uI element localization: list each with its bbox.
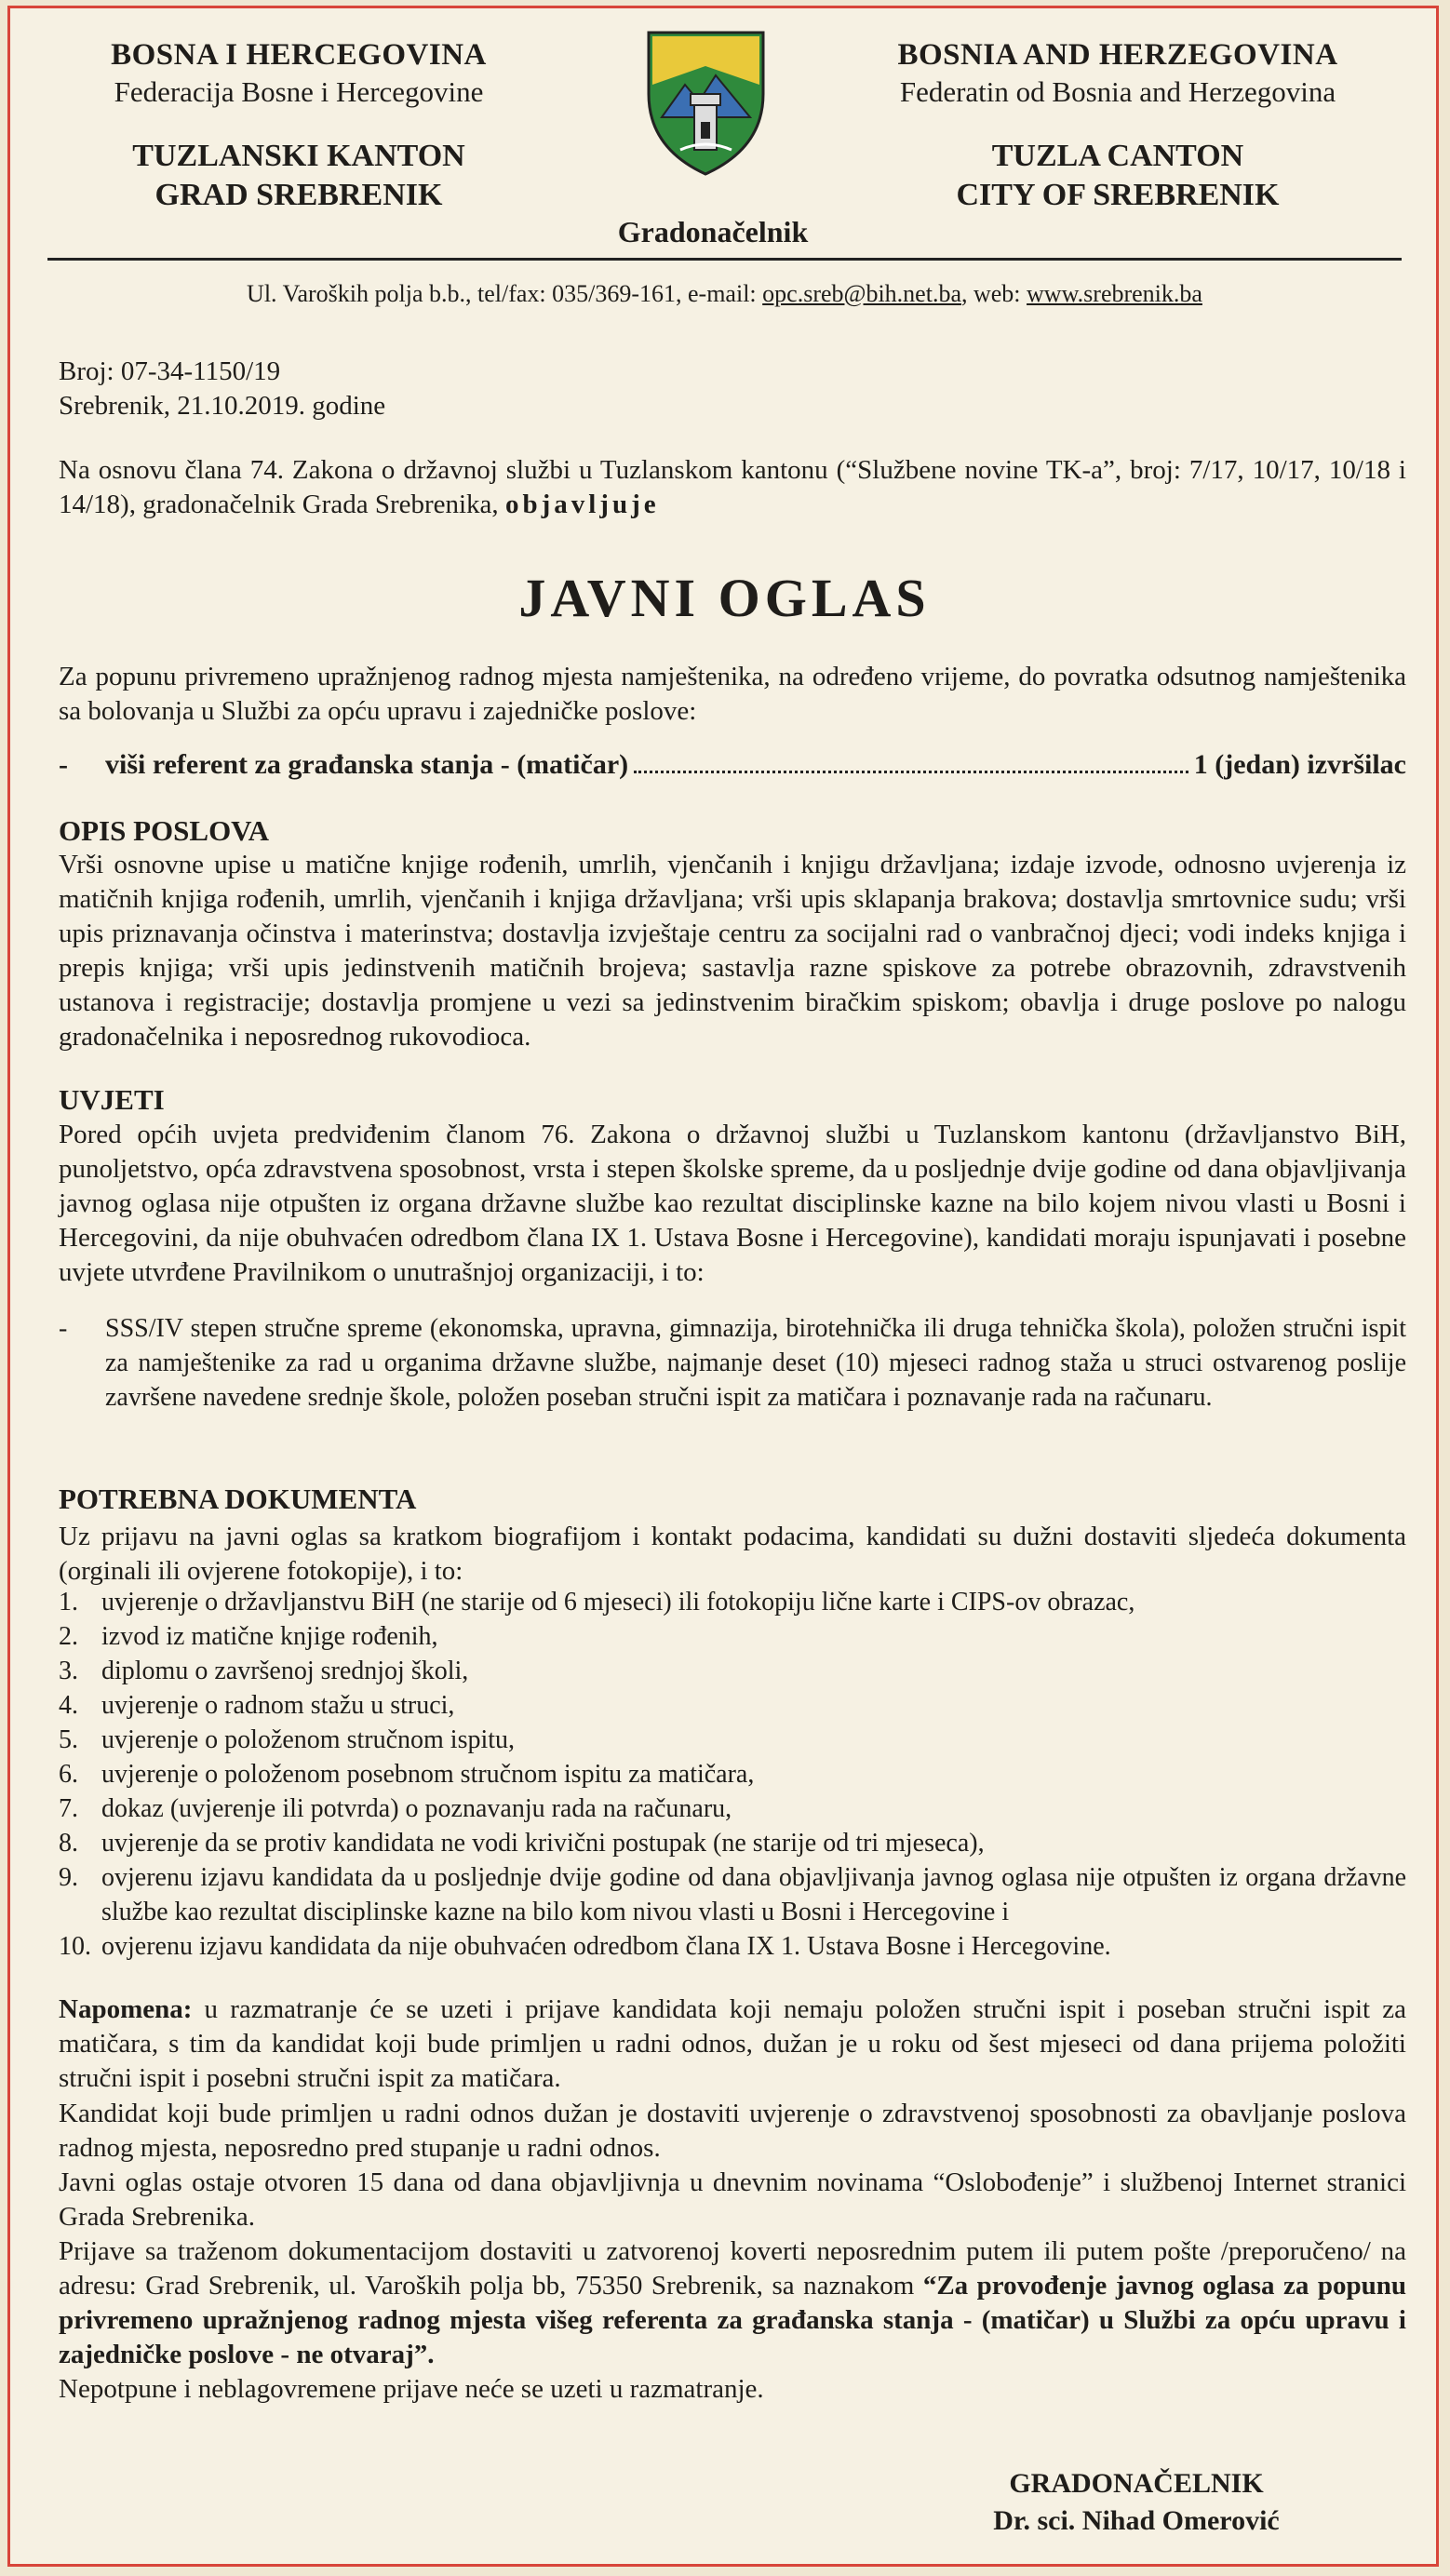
special-requirement	[59, 1311, 1406, 1415]
coat-of-arms-icon	[643, 29, 769, 178]
item-number: 1.	[59, 1588, 78, 1617]
list-item	[59, 1929, 1406, 1964]
item-number: 3.	[59, 1657, 78, 1685]
item-number: 9.	[59, 1863, 78, 1892]
documents-intro: Uz prijavu na javni oglas sa kratkom biografijom i kontakt podacima, kandidati su dužni dostaviti sljedeća dokumenta (orginali ili ovjerene fotokopije), i to:	[59, 1522, 1406, 1586]
list-item	[59, 1688, 1406, 1723]
list-item	[59, 1723, 1406, 1757]
item-number: 4.	[59, 1691, 78, 1720]
list-item	[59, 1757, 1406, 1791]
item-text: uvjerenje o položenom stručnom ispitu,	[101, 1725, 516, 1754]
item-text: uvjerenje o državljanstvu BiH (ne starije od 6 mjeseci) ili fotokopiju lične karte i CIPS-ov obrazac,	[101, 1588, 1135, 1617]
header-left	[99, 36, 499, 215]
item-text: uvjerenje da se protiv kandidata ne vodi krivični postupak (ne starije od tri mjeseca),	[101, 1829, 985, 1858]
web-label: , web:	[960, 280, 1027, 307]
health-paragraph: Kandidat koji bude primljen u radni odnos dužan je dostaviti uvjerenje o zdravstvenoj sposobnosti za obavljanje poslova radnog mjesta, neposredno pred stupanje u radni odnos.	[59, 2099, 1406, 2163]
list-item	[59, 1654, 1406, 1688]
contact-address: Ul. Varoških polja b.b., tel/fax: 035/369-161, e-mail:	[247, 280, 763, 307]
list-item	[59, 1791, 1406, 1826]
legal-verb: objavljuje	[504, 490, 660, 519]
conditions-text: Pored općih uvjeta predviđenim članom 76. Zakona o državnoj službi u Tuzlanskom kantonu (državljanstvo BiH, punoljetstvo, opća zdravstvena sposobnost, vrsta i stepen školske spreme, da u posljednje dvije godine od dana objavljivanja javnog oglasa nije otpušten iz organa državne službe kao rezultat disciplinske kazne na bilo kojem nivou vlasti u Bosni i Hercegovini, da nije obuhvaćen odredbom člana IX 1. Ustava Bosne i Hercegovine), kandidati moraju ispunjavati i posebne uvjete utvrđene Pravilnikom o unutrašnjoj organizaciji, i to:	[59, 1120, 1406, 1287]
item-text: uvjerenje o radnom stažu u struci,	[101, 1691, 455, 1720]
header-country-bs: BOSNA I HERCEGOVINA	[111, 38, 487, 72]
item-text: uvjerenje o položenom posebnom stručnom ispitu za matičara,	[101, 1760, 755, 1789]
reference-block	[59, 355, 1406, 423]
header-city-bs: GRAD SREBRENIK	[154, 178, 443, 212]
header-right	[853, 36, 1383, 215]
list-item	[59, 1826, 1406, 1860]
header-divider	[47, 258, 1402, 261]
item-number: 2.	[59, 1622, 78, 1651]
section-heading-conditions: UVJETI	[59, 1083, 165, 1116]
duties-text: Vrši osnovne upise u matične knjige rođenih, umrlih, vjenčanih i knjigu državljana; izdaje izvode, odnosno uvjerenja iz matičnih knjiga rođenih, umrlih, vjenčanih i knjiga državljana; vrši upis sklapanja brakova; dostavlja smrtovnice sudu; vrši upis priznavanja očinstva i materinstva; dostavlja izvještaje centru za socijalni rad o vanbračnoj djeci; vodi indeks knjiga i prepis knjiga; vrši upis jedinstvenih matičnih brojeva; sastavlja razne spiskove za potrebe obrazovnih, zdravstvenih ustanova i registracije; dostavlja promjene u vezi sa jedinstvenim biračkim spiskom; obavlja i druge poslove po nalogu gradonačelnika i neposrednog rukovodioca.	[59, 850, 1406, 1052]
submission-paragraph	[59, 2234, 1406, 2372]
notice-intro: Za popunu privremeno upražnjenog radnog mjesta namještenika, na određeno vrijeme, do povratka odsutnog namještenika sa bolovanja u Službi za opću upravu i zajedničke poslove:	[59, 662, 1406, 726]
section-heading-documents: POTREBNA DOKUMENTA	[59, 1483, 417, 1515]
item-text: dokaz (uvjerenje ili potvrda) o poznavanju rada na računaru,	[101, 1794, 732, 1823]
header-entity-en: Federatin od Bosnia and Herzegovina	[899, 75, 1336, 108]
submission-label: “Za provođenje javnog oglasa za popunu privremeno upražnjenog radnog mjesta višeg referenta za građanska stanja - (matičar) u Službi za opću upravu i zajedničke poslove - ne otvaraj”.	[59, 2271, 1406, 2369]
item-number: 7.	[59, 1794, 78, 1823]
position-name: viši referent za građanska stanja - (matičar)	[105, 749, 629, 780]
incomplete-notice: Nepotpune i neblagovremene prijave neće se uzeti u razmatranje.	[59, 2374, 764, 2404]
position-count: 1 (jedan) izvršilac	[1193, 749, 1406, 780]
item-number: 5.	[59, 1725, 78, 1754]
item-number: 6.	[59, 1760, 78, 1789]
signature-block	[941, 2465, 1332, 2540]
legal-basis	[59, 453, 1406, 522]
note-label: Napomena:	[59, 1994, 193, 2024]
dot-leader	[634, 750, 1188, 773]
open-period-paragraph: Javni oglas ostaje otvoren 15 dana od dana objavljivnja u dnevnim novinama “Oslobođenje” i službenoj Internet stranici Grada Srebrenika.	[59, 2167, 1406, 2232]
header-canton-en: TUZLA CANTON	[991, 139, 1244, 173]
notice-title: JAVNI OGLAS	[518, 568, 931, 628]
submission-text: Prijave sa traženom dokumentacijom dostaviti u zatvorenoj koverti neposrednim putem ili putem pošte /preporučeno/ na adresu: Grad Srebrenik, ul. Varoških polja bb, 75350 Srebrenik, sa naznakom	[59, 2236, 1406, 2301]
signature-name: Dr. sci. Nihad Omerović	[993, 2505, 1280, 2536]
list-item	[59, 1585, 1406, 1619]
item-number: 8.	[59, 1829, 78, 1858]
item-number: 10.	[59, 1932, 91, 1961]
position-line	[59, 749, 1406, 781]
website-link[interactable]: www.srebrenik.ba	[1027, 280, 1202, 307]
list-item	[59, 1619, 1406, 1654]
item-text: diplomu o završenoj srednjoj školi,	[101, 1657, 469, 1685]
reference-number: Broj: 07-34-1150/19	[59, 356, 281, 386]
requirement-text: SSS/IV stepen stručne spreme (ekonomska, upravna, gimnazija, birotehnička ili druga tehnička škola), položen stručni ispit za namještenike za rad u organima državne službe, najmanje deset (10) mjeseci radnog staža u struci ostvarenog poslije završene navedene srednje škole, položen poseban stručni ispit za matičara i poznavanje rada na računaru.	[105, 1314, 1406, 1412]
legal-basis-text: Na osnovu člana 74. Zakona o državnoj službi u Tuzlanskom kantonu (“Službene novine TK-a”, broj: 7/17, 10/17, 10/18 i 14/18), gradonačelnik Grada Srebrenika,	[59, 455, 1406, 519]
section-heading-duties: OPIS POSLOVA	[59, 814, 269, 847]
note-paragraph	[59, 1992, 1406, 2096]
item-text: ovjerenu izjavu kandidata da u posljednje dvije godine od dana objavljivanja javnog oglasa nije otpušten iz organa državne službe kao rezultat disciplinske kazne na bilo kom nivou vlasti u Bosni i Hercegovine i	[101, 1863, 1406, 1926]
place-date: Srebrenik, 21.10.2019. godine	[59, 391, 386, 421]
position-dash: -	[59, 749, 68, 780]
header-country-en: BOSNIA AND HERZEGOVINA	[897, 38, 1338, 72]
item-text: izvod iz matične knjige rođenih,	[101, 1622, 438, 1651]
list-item	[59, 1860, 1406, 1929]
email-link[interactable]: opc.sreb@bih.net.ba	[762, 280, 961, 307]
document-sheet	[7, 6, 1439, 2567]
contact-line	[47, 280, 1402, 308]
signature-title: GRADONAČELNIK	[1009, 2468, 1264, 2499]
office-title: Gradonačelnik	[617, 215, 809, 248]
requirement-dash: -	[59, 1314, 68, 1343]
item-text: ovjerenu izjavu kandidata da nije obuhvaćen odredbom člana IX 1. Ustava Bosne i Hercegovine.	[101, 1932, 1111, 1961]
header-entity-bs: Federacija Bosne i Hercegovine	[114, 75, 484, 108]
header-city-en: CITY OF SREBRENIK	[956, 178, 1280, 212]
documents-list	[59, 1585, 1406, 1964]
header-canton-bs: TUZLANSKI KANTON	[132, 139, 465, 173]
note-text: u razmatranje će se uzeti i prijave kandidata koji nemaju položen stručni ispit i poseban stručni ispit za matičara, s tim da kandidat koji bude primljen u radni odnos, dužan je u roku od šest mjeseci od dana prijema položiti stručni ispit i posebni stručni ispit za matičara.	[59, 1994, 1406, 2093]
